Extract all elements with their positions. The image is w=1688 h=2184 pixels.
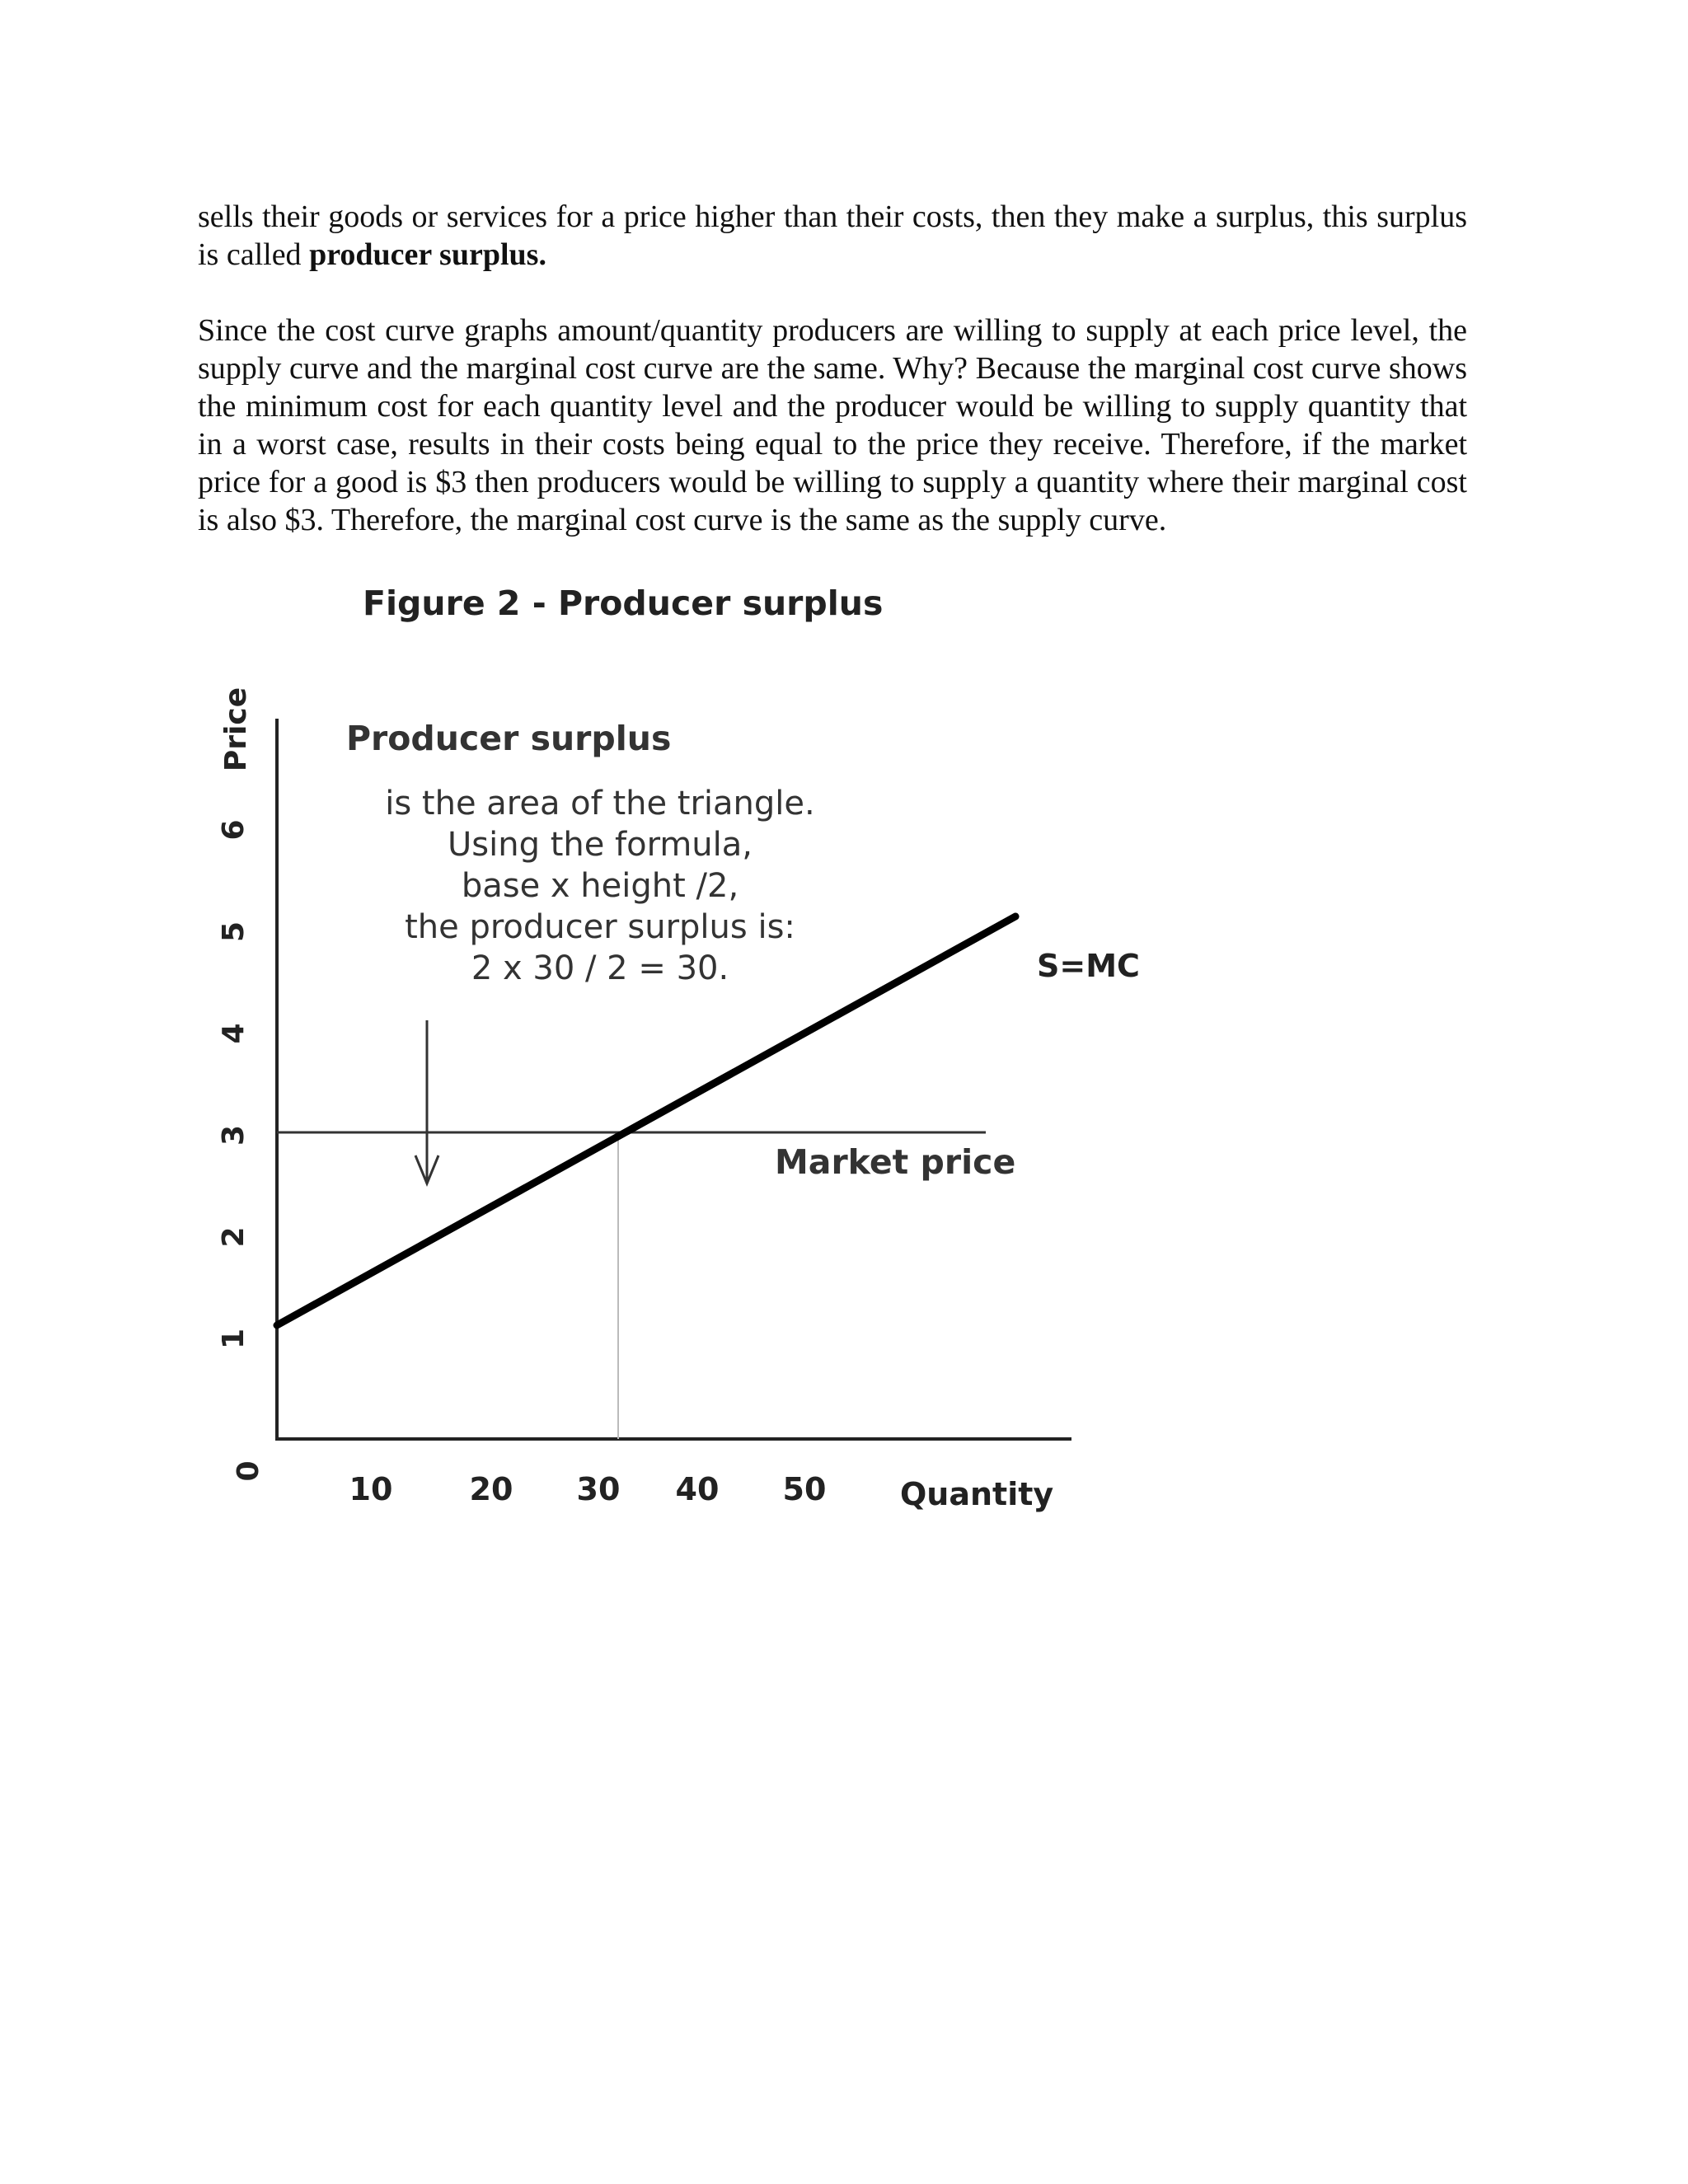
y-tick-label: 6 <box>217 819 251 841</box>
x-tick-label: 50 <box>782 1471 827 1507</box>
x-tick-label: 40 <box>675 1471 720 1507</box>
x-axis-label: Quantity <box>900 1476 1054 1512</box>
producer-surplus-term: producer surplus. <box>309 237 546 272</box>
annotation-heading: Producer surplus <box>346 719 672 758</box>
y-axis-label: Price <box>219 687 253 772</box>
annotation-line: the producer surplus is: <box>405 908 795 946</box>
market-price-label: Market price <box>775 1142 1016 1182</box>
annotation-line: 2 x 30 / 2 = 30. <box>471 949 729 987</box>
annotation-arrow <box>415 1020 438 1183</box>
y-tick-label: 4 <box>217 1023 251 1044</box>
x-tick-label: 20 <box>469 1471 513 1507</box>
supply-curve-label: S=MC <box>1037 948 1140 984</box>
y-tick-label: 2 <box>217 1226 251 1248</box>
x-tick-label: 10 <box>349 1471 393 1507</box>
paragraph-1-text: sells their goods or services for a price higher than their costs, then they make a surplus, this surplus is called <box>198 199 1467 272</box>
figure-title: Figure 2 - Producer surplus <box>363 583 884 623</box>
paragraph-supply-curve-explanation: Since the cost curve graphs amount/quantity producers are willing to supply at each price level, the supply curve and the marginal cost curve are the same. Why? Because the marginal cost curve shows the minimum cost for each quantity level and the producer would be willing to supply quantity that in a worst case, results in their costs being equal to the price they receive. Therefore, if the market price for a good is $3 then producers would be willing to supply a quantity where their marginal cost is also $3. Therefore, the marginal cost curve is the same as the supply curve. <box>198 313 1467 537</box>
y-tick-label: 3 <box>217 1124 251 1146</box>
x-tick-labels <box>349 1471 827 1507</box>
y-tick-label: 5 <box>217 921 251 943</box>
x-tick-label: 30 <box>576 1471 621 1507</box>
annotation-line: is the area of the triangle. <box>385 785 815 823</box>
y-tick-labels <box>217 819 265 1481</box>
annotation-line: base x height /2, <box>461 867 739 905</box>
y-tick-label: 1 <box>217 1328 251 1350</box>
y-tick-label: 0 <box>232 1460 265 1482</box>
annotation-line: Using the formula, <box>448 826 753 864</box>
annotation-text <box>385 785 815 987</box>
